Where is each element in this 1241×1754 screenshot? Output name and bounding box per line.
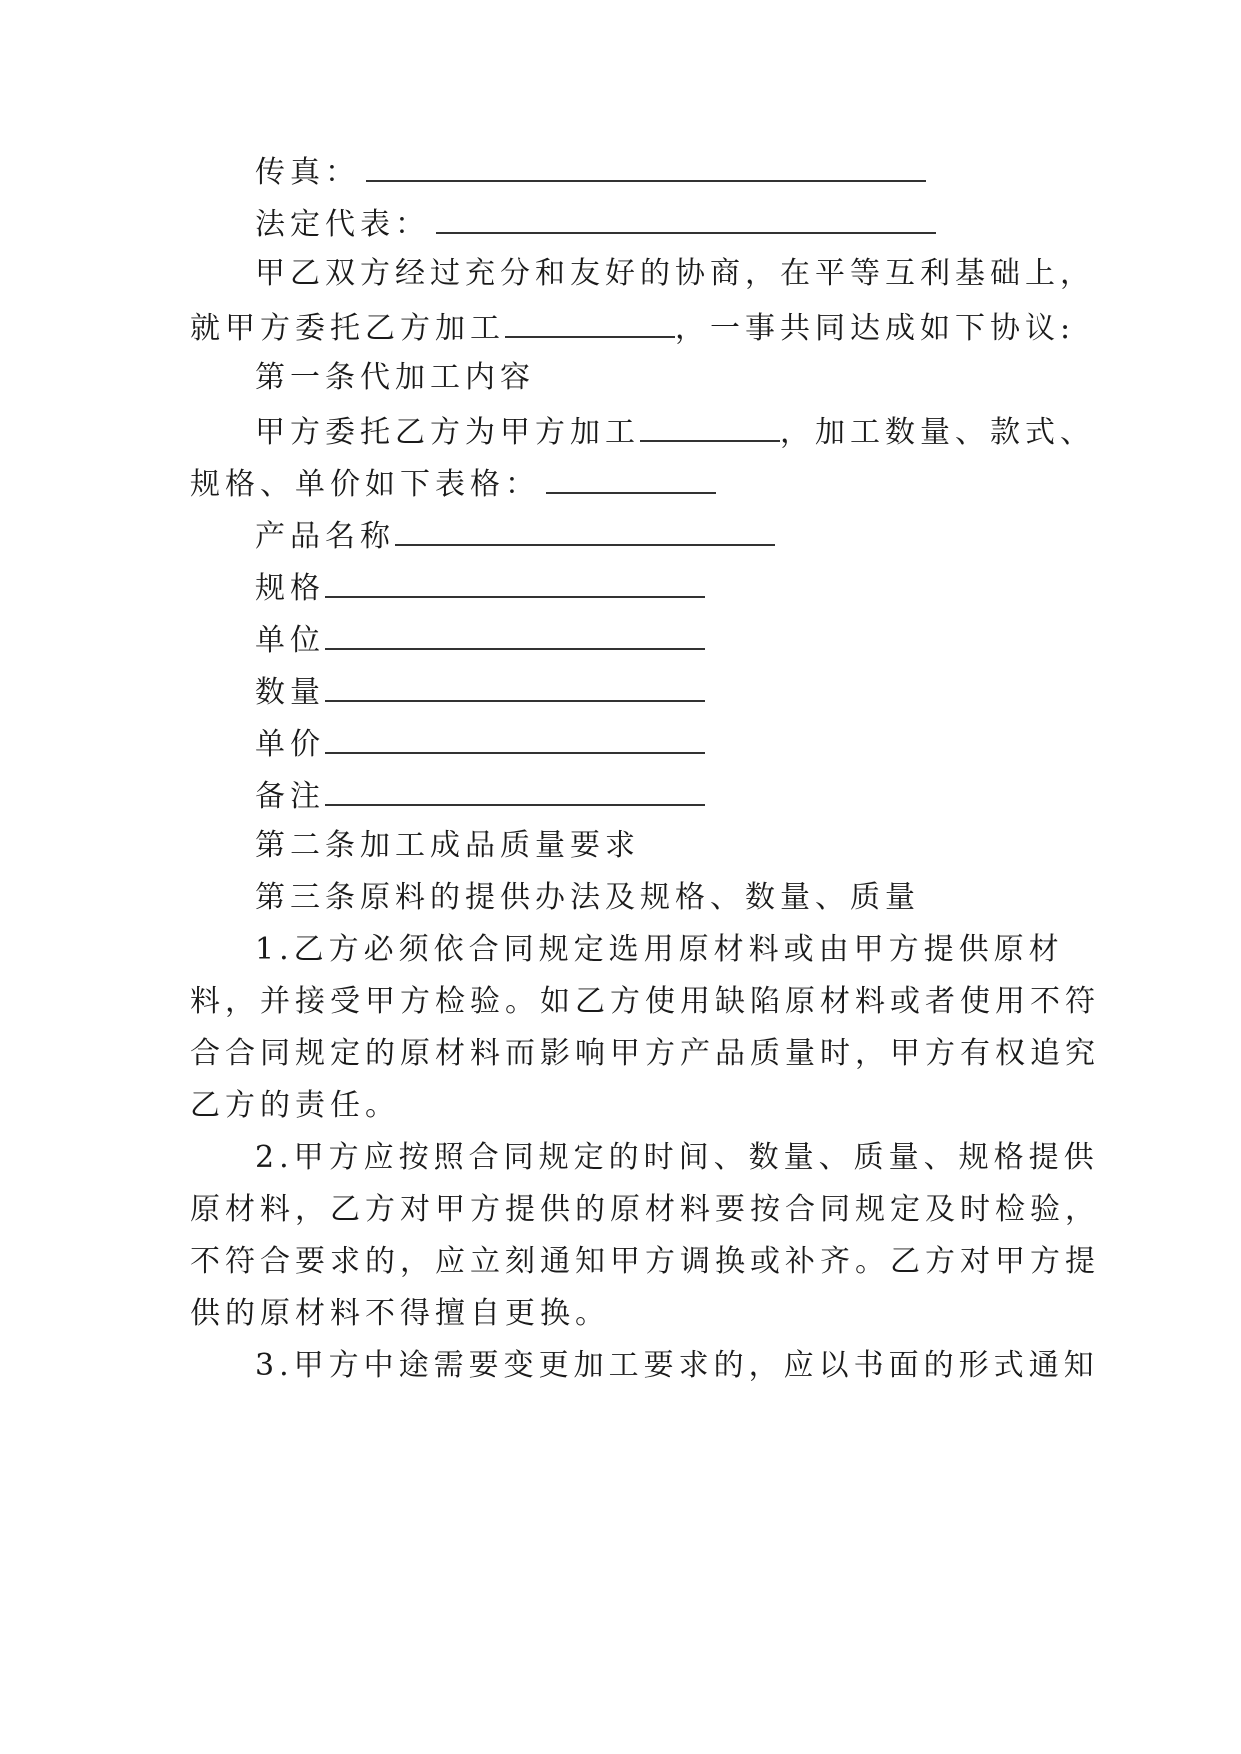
intro-line-2 bbox=[190, 306, 1076, 349]
para-2-line-3: 不符合要求的，应立刻通知甲方调换或补齐。乙方对甲方提 bbox=[190, 1244, 1100, 1279]
article-1-title: 第一条代加工内容 bbox=[255, 360, 535, 395]
article-3-title: 第三条原料的提供办法及规格、数量、质量 bbox=[255, 880, 920, 915]
article-2-title: 第二条加工成品质量要求 bbox=[255, 828, 640, 863]
para-1-line-4: 乙方的责任。 bbox=[190, 1088, 400, 1123]
rep-label: 法定代表： bbox=[255, 207, 430, 242]
fax-blank bbox=[366, 150, 926, 182]
field-price-label: 单价 bbox=[255, 727, 325, 762]
field-note-label: 备注 bbox=[255, 779, 325, 814]
para-1-line-2: 料，并接受甲方检验。如乙方使用缺陷原材料或者使用不符 bbox=[190, 984, 1100, 1019]
article-1-line-2 bbox=[190, 462, 1050, 505]
para-3-line-1: 3.甲方中途需要变更加工要求的，应以书面的形式通知 bbox=[255, 1348, 1099, 1383]
field-product-blank bbox=[395, 514, 775, 546]
para-1-line-3: 合合同规定的原材料而影响甲方产品质量时，甲方有权追究 bbox=[190, 1036, 1100, 1071]
art1-line2-text: 规格、单价如下表格： bbox=[190, 467, 540, 502]
field-product-label: 产品名称 bbox=[255, 519, 395, 554]
intro-line-1: 甲乙双方经过充分和友好的协商，在平等互利基础上， bbox=[255, 256, 1095, 291]
para-2-line-4: 供的原材料不得擅自更换。 bbox=[190, 1296, 610, 1331]
art1-text-b: ，加工数量、款式、 bbox=[780, 415, 1095, 450]
field-unit bbox=[255, 618, 1055, 661]
intro-text-b: ，一事共同达成如下协议: bbox=[675, 311, 1076, 346]
fax-line bbox=[255, 150, 1055, 193]
field-unit-blank bbox=[325, 618, 705, 650]
field-spec bbox=[255, 566, 1055, 609]
field-price bbox=[255, 722, 1055, 765]
field-note bbox=[255, 774, 1055, 817]
art1-text-a: 甲方委托乙方为甲方加工 bbox=[255, 415, 640, 450]
para-2-line-1: 2.甲方应按照合同规定的时间、数量、质量、规格提供 bbox=[255, 1140, 1099, 1175]
article-1-line-1 bbox=[255, 410, 1095, 453]
intro-text-a: 就甲方委托乙方加工 bbox=[190, 311, 505, 346]
para-2-line-2: 原材料，乙方对甲方提供的原材料要按合同规定及时检验， bbox=[190, 1192, 1100, 1227]
rep-blank bbox=[436, 202, 936, 234]
field-spec-blank bbox=[325, 566, 705, 598]
field-note-blank bbox=[325, 774, 705, 806]
field-price-blank bbox=[325, 722, 705, 754]
para-1-line-1: 1.乙方必须依合同规定选用原材料或由甲方提供原材 bbox=[255, 932, 1064, 967]
fax-label: 传真： bbox=[255, 155, 360, 190]
field-product bbox=[255, 514, 1055, 557]
field-spec-label: 规格 bbox=[255, 571, 325, 606]
rep-line bbox=[255, 202, 1055, 245]
field-unit-label: 单位 bbox=[255, 623, 325, 658]
intro-blank bbox=[505, 306, 675, 338]
table-blank bbox=[546, 462, 716, 494]
art1-blank bbox=[640, 410, 780, 442]
field-qty-label: 数量 bbox=[255, 675, 325, 710]
field-qty-blank bbox=[325, 670, 705, 702]
field-qty bbox=[255, 670, 1055, 713]
